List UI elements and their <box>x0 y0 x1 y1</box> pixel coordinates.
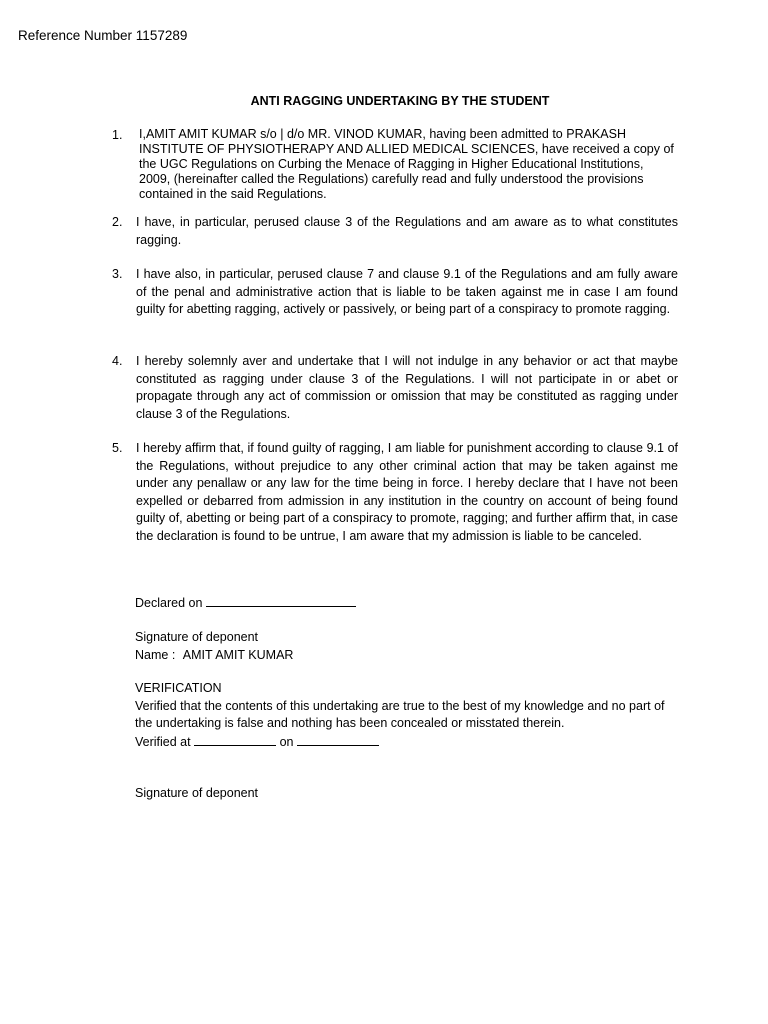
clause-number: 4. <box>112 354 123 368</box>
verification-text: Verified that the contents of this undertaking are true to the best of my knowledge and no part of the undertaking is false and nothing has been concealed or misstated therein. <box>135 698 665 730</box>
clause-text: I have also, in particular, perused clause 7 and clause 9.1 of the Regulations and am fully aware of the penal and administrative action that is liable to be taken against me in case I am found guilty for abetting ragging, actively or passively, or being part of a conspiracy to promote ragging. <box>136 267 678 316</box>
verification-heading: VERIFICATION <box>135 681 222 695</box>
clause-5 <box>112 440 678 545</box>
clause-2 <box>112 214 678 249</box>
verified-at-line <box>135 733 675 752</box>
clause-number: 5. <box>112 441 123 455</box>
clause-text: I hereby solemnly aver and undertake that I will not indulge in any behavior or act that maybe constituted as ragging under clause 3 of the Regulations. I will not participate in or abet or propagate through any act of commission or omission that may be constituted as ragging under clause 3 of the Regulations. <box>136 354 678 421</box>
declared-on-line <box>135 594 356 613</box>
clause-number: 3. <box>112 267 123 281</box>
clause-3 <box>112 266 678 319</box>
verified-at-blank[interactable] <box>194 733 276 746</box>
on-label: on <box>279 734 294 749</box>
clause-1 <box>112 127 678 202</box>
verified-at-label: Verified at <box>135 734 191 749</box>
name-label: Name : <box>135 648 176 662</box>
declared-date-blank[interactable] <box>206 594 356 607</box>
clause-number: 2. <box>112 215 123 229</box>
verification-section <box>135 680 675 751</box>
declared-label: Declared on <box>135 596 203 610</box>
name-value: AMIT AMIT KUMAR <box>182 648 294 662</box>
name-line <box>135 647 293 665</box>
clause-text: I,AMIT AMIT KUMAR s/o | d/o MR. VINOD KUMAR, having been admitted to PRAKASH INSTITUTE OF PHYSIOTHERAPY AND ALLIED MEDICAL SCIENCES, have received a copy of the UGC Regulations on Curbing the Menace of Ragging in Higher Educational Institutions, 2009, (hereinafter called the Regulations) carefully read and fully understood the provisions contained in the said Regulations. <box>139 127 674 201</box>
verified-on-blank[interactable] <box>297 733 379 746</box>
signature-label: Signature of deponent <box>135 630 259 644</box>
reference-number: Reference Number 1157289 <box>18 28 188 43</box>
clause-4 <box>112 353 678 423</box>
signature-label-2: Signature of deponent <box>135 786 259 800</box>
clause-number: 1. <box>112 128 123 142</box>
document-title: ANTI RAGGING UNDERTAKING BY THE STUDENT <box>250 94 550 108</box>
clause-text: I have, in particular, perused clause 3 of the Regulations and am aware as to what constitutes ragging. <box>136 215 678 247</box>
clause-text: I hereby affirm that, if found guilty of ragging, I am liable for punishment according to clause 9.1 of the Regulations, without prejudice to any other criminal action that may be taken against me under any penallaw or any law for the time being in force. I hereby declare that I have not been expelled or debarred from admission in any institution in the country on account of being found guilty of, abetting or being part of a conspiracy to promote, ragging; and further affirm that, in case the declaration is found to be untrue, I am aware that my admission is liable to be canceled. <box>136 441 678 543</box>
